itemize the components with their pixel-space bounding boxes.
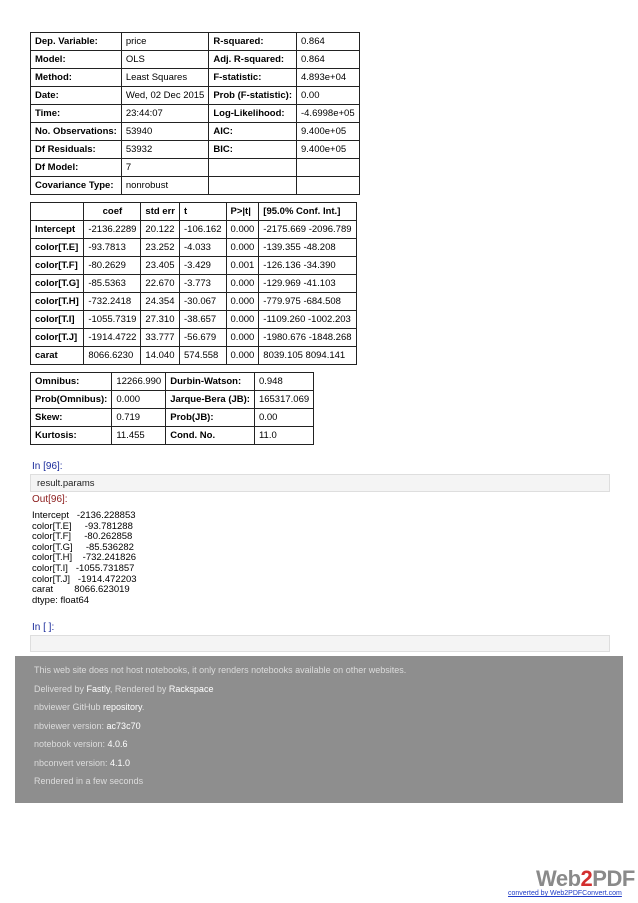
summary-value: 0.864 [296, 33, 359, 51]
table-cell: -1914.4722 [84, 329, 141, 347]
table-cell: -30.067 [180, 293, 227, 311]
diag-value: 11.455 [112, 427, 166, 445]
table-row [31, 427, 314, 445]
table-header-row [31, 203, 357, 221]
diag-label: Jarque-Bera (JB): [166, 391, 255, 409]
table-cell: -2175.669 -2096.789 [259, 221, 356, 239]
table-cell: -129.969 -41.103 [259, 275, 356, 293]
notebook-prefix: notebook version: [34, 739, 108, 749]
table-cell: -106.162 [180, 221, 227, 239]
table-cell: 574.558 [180, 347, 227, 365]
row-header: color[T.G] [31, 275, 84, 293]
table-row [31, 87, 360, 105]
row-header: color[T.H] [31, 293, 84, 311]
footer-period: . [141, 702, 145, 712]
summary-value: 7 [121, 159, 209, 177]
footer-rendered-time: Rendered in a few seconds [34, 776, 144, 786]
table-row [31, 275, 357, 293]
nbconvert-version-link[interactable]: 4.1.0 [110, 758, 131, 768]
summary-label: Model: [31, 51, 122, 69]
logo-web: Web [536, 866, 581, 891]
summary-label: Df Model: [31, 159, 122, 177]
footer-github [34, 702, 144, 712]
summary-label: R-squared: [209, 33, 297, 51]
row-header: color[T.E] [31, 239, 84, 257]
table-cell: 0.000 [226, 311, 259, 329]
table-cell: -3.773 [180, 275, 227, 293]
table-cell: 14.040 [141, 347, 180, 365]
table-row [31, 221, 357, 239]
notebook-version-link[interactable]: 4.0.6 [107, 739, 128, 749]
logo-two: 2 [580, 866, 593, 891]
summary-value: OLS [121, 51, 209, 69]
column-header: coef [84, 203, 141, 221]
table-cell: -2136.2289 [84, 221, 141, 239]
summary-label: Method: [31, 69, 122, 87]
summary-value [296, 159, 359, 177]
summary-value: 53940 [121, 123, 209, 141]
summary-label: Prob (F-statistic): [209, 87, 297, 105]
table-row [31, 329, 357, 347]
table-cell: -126.136 -34.390 [259, 257, 356, 275]
row-header: color[T.I] [31, 311, 84, 329]
table-row [31, 141, 360, 159]
column-header: t [180, 203, 227, 221]
web2pdf-logo [536, 866, 635, 892]
summary-label: Time: [31, 105, 122, 123]
code-text: result.params [37, 478, 95, 489]
table-row [31, 347, 357, 365]
coefficient-table [30, 202, 357, 365]
table-cell: 24.354 [141, 293, 180, 311]
column-header: [95.0% Conf. Int.] [259, 203, 356, 221]
table-cell: -38.657 [180, 311, 227, 329]
nbconvert-prefix: nbconvert version: [34, 758, 111, 768]
table-row [31, 69, 360, 87]
diag-value: 0.000 [112, 391, 166, 409]
summary-label: No. Observations: [31, 123, 122, 141]
table-cell: -779.975 -684.508 [259, 293, 356, 311]
summary-value: 53932 [121, 141, 209, 159]
page-footer [15, 656, 623, 803]
table-cell: 0.000 [226, 221, 259, 239]
summary-label: BIC: [209, 141, 297, 159]
column-header: P>|t| [226, 203, 259, 221]
table-cell: 8066.6230 [84, 347, 141, 365]
code-input-cell[interactable] [30, 474, 610, 492]
table-row [31, 373, 314, 391]
diag-label: Omnibus: [31, 373, 112, 391]
diag-value: 0.00 [254, 409, 313, 427]
table-row [31, 123, 360, 141]
summary-value: 9.400e+05 [296, 123, 359, 141]
row-header: carat [31, 347, 84, 365]
diag-value: 12266.990 [112, 373, 166, 391]
row-header: Intercept [31, 221, 84, 239]
summary-label: Df Residuals: [31, 141, 122, 159]
footer-nbviewer-version [34, 721, 141, 731]
fastly-link[interactable]: Fastly [86, 684, 110, 694]
footer-nbconvert-version [34, 758, 130, 768]
table-row [31, 239, 357, 257]
input-prompt-empty: In [ ]: [32, 622, 55, 633]
diag-value: 11.0 [254, 427, 313, 445]
logo-pdf: PDF [592, 866, 635, 891]
input-prompt: In [96]: [32, 461, 63, 472]
table-cell: -1055.7319 [84, 311, 141, 329]
summary-label: AIC: [209, 123, 297, 141]
table-row [31, 293, 357, 311]
summary-value [296, 177, 359, 195]
diag-value: 0.948 [254, 373, 313, 391]
summary-value: 0.864 [296, 51, 359, 69]
table-row [31, 311, 357, 329]
table-row [31, 51, 360, 69]
footer-rendered-by: , Rendered by [109, 684, 169, 694]
summary-label [209, 177, 297, 195]
table-cell: 0.000 [226, 293, 259, 311]
table-cell: -1980.676 -1848.268 [259, 329, 356, 347]
summary-label: F-statistic: [209, 69, 297, 87]
diag-label: Prob(JB): [166, 409, 255, 427]
table-cell: -732.2418 [84, 293, 141, 311]
table-cell: 23.405 [141, 257, 180, 275]
summary-value: 9.400e+05 [296, 141, 359, 159]
row-header: color[T.F] [31, 257, 84, 275]
table-cell: 0.000 [226, 329, 259, 347]
summary-label [209, 159, 297, 177]
table-cell: -1109.260 -1002.203 [259, 311, 356, 329]
table-cell: 22.670 [141, 275, 180, 293]
summary-value: Least Squares [121, 69, 209, 87]
summary-label: Log-Likelihood: [209, 105, 297, 123]
table-cell: 0.000 [226, 239, 259, 257]
table-row [31, 257, 357, 275]
table-row [31, 159, 360, 177]
table-cell: 8039.105 8094.141 [259, 347, 356, 365]
table-row [31, 409, 314, 427]
diag-value: 0.719 [112, 409, 166, 427]
diag-label: Skew: [31, 409, 112, 427]
row-header: color[T.J] [31, 329, 84, 347]
footer-notebook-version [34, 739, 128, 749]
ols-summary-table [30, 32, 360, 195]
table-cell: 20.122 [141, 221, 180, 239]
summary-label: Adj. R-squared: [209, 51, 297, 69]
diag-label: Kurtosis: [31, 427, 112, 445]
output-prompt: Out[96]: [32, 494, 68, 505]
footer-delivered-prefix: Delivered by [34, 684, 87, 694]
nbviewer-version-link[interactable]: ac73c70 [106, 721, 141, 731]
diagnostics-table [30, 372, 314, 445]
summary-label: Date: [31, 87, 122, 105]
table-row [31, 391, 314, 409]
diag-label: Cond. No. [166, 427, 255, 445]
table-row [31, 33, 360, 51]
table-cell: 0.000 [226, 347, 259, 365]
summary-value: 4.893e+04 [296, 69, 359, 87]
diag-label: Prob(Omnibus): [31, 391, 112, 409]
table-cell: -56.679 [180, 329, 227, 347]
diag-label: Durbin-Watson: [166, 373, 255, 391]
summary-value: 0.00 [296, 87, 359, 105]
table-cell: -93.7813 [84, 239, 141, 257]
table-row [31, 177, 360, 195]
column-header [31, 203, 84, 221]
summary-value: 23:44:07 [121, 105, 209, 123]
summary-value: price [121, 33, 209, 51]
summary-value: nonrobust [121, 177, 209, 195]
table-cell: 0.001 [226, 257, 259, 275]
rackspace-link[interactable]: Rackspace [168, 684, 214, 694]
cell-output: Intercept -2136.228853 color[T.E] -93.781288 color[T.F] -80.262858 color[T.G] -85.536282 color[T.H] -732.241826 color[T.I] -1055.731857 color[T.J] -1914.472203 carat 8066.623019 dtype: float64 [32, 510, 137, 606]
column-header: std err [141, 203, 180, 221]
table-row [31, 105, 360, 123]
diag-value: 165317.069 [254, 391, 313, 409]
table-cell: -3.429 [180, 257, 227, 275]
empty-code-input-cell[interactable] [30, 635, 610, 652]
table-cell: 0.000 [226, 275, 259, 293]
nbviewer-prefix: nbviewer version: [34, 721, 107, 731]
table-cell: -80.2629 [84, 257, 141, 275]
footer-delivered [34, 684, 213, 694]
table-cell: -85.5363 [84, 275, 141, 293]
footer-disclaimer: This web site does not host notebooks, it only renders notebooks available on other websites. [34, 665, 407, 675]
table-cell: 27.310 [141, 311, 180, 329]
table-cell: -139.355 -48.208 [259, 239, 356, 257]
table-cell: 23.252 [141, 239, 180, 257]
table-cell: 33.777 [141, 329, 180, 347]
summary-label: Covariance Type: [31, 177, 122, 195]
summary-value: -4.6998e+05 [296, 105, 359, 123]
converted-by-link[interactable]: converted by Web2PDFConvert.com [508, 890, 622, 897]
table-cell: -4.033 [180, 239, 227, 257]
repository-link[interactable]: repository [103, 702, 142, 712]
footer-github-prefix: nbviewer GitHub [34, 702, 104, 712]
summary-value: Wed, 02 Dec 2015 [121, 87, 209, 105]
summary-label: Dep. Variable: [31, 33, 122, 51]
